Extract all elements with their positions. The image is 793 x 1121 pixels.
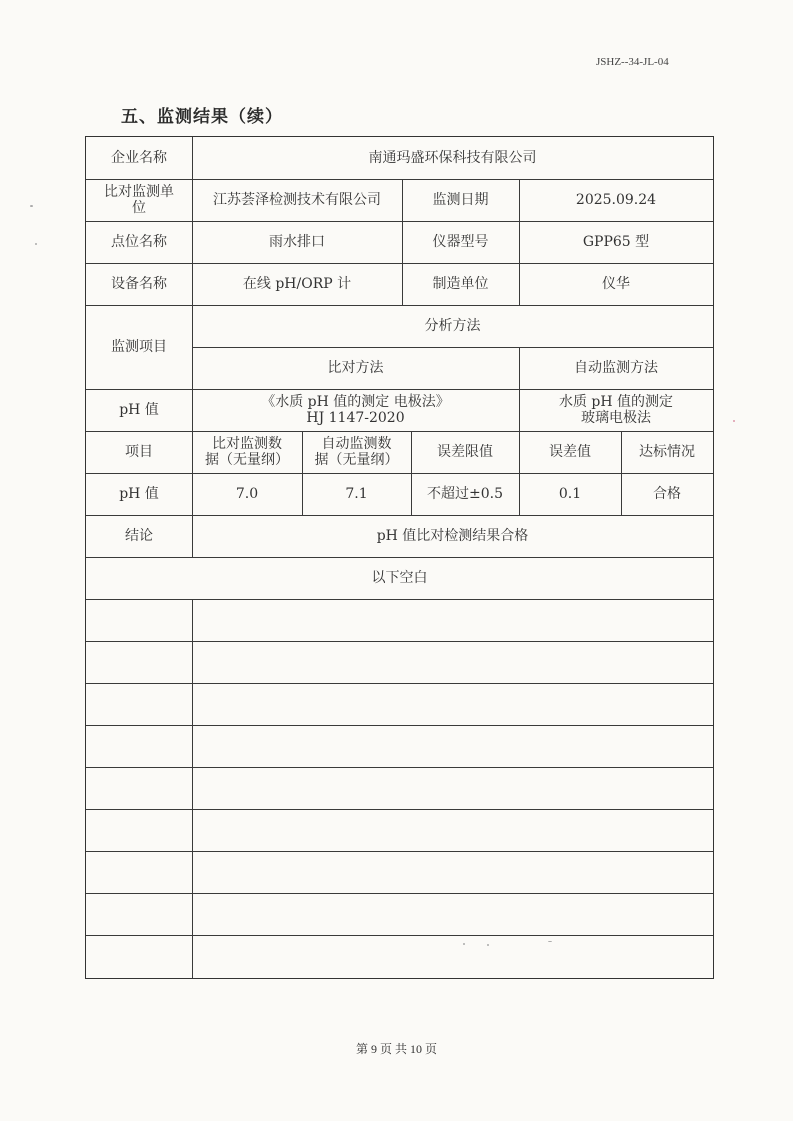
col-compare-data-header bbox=[192, 431, 302, 473]
device-name-label: 设备名称 bbox=[111, 276, 167, 292]
row-status: 合格 bbox=[653, 486, 681, 502]
col-item-header: 项目 bbox=[125, 444, 153, 460]
ph-label: pH 值 bbox=[119, 402, 159, 418]
conclusion-label: 结论 bbox=[125, 528, 153, 544]
row-item: pH 值 bbox=[119, 486, 159, 502]
page-number: 第 9 页 共 10 页 bbox=[355, 1042, 437, 1056]
monitor-date-label: 监测日期 bbox=[432, 192, 489, 208]
monitoring-item-label: 监测项目 bbox=[111, 339, 167, 355]
row-compare-data: 7.0 bbox=[235, 486, 259, 502]
instrument-model-value: GPP65 型 bbox=[582, 234, 650, 250]
compare-method-line1: 《水质 pH 值的测定 电极法》 bbox=[261, 394, 450, 410]
row-error-limit: 不超过±0.5 bbox=[427, 486, 503, 502]
row-error-value: 0.1 bbox=[558, 486, 582, 502]
monitoring-results-table bbox=[85, 136, 714, 979]
blank-note: 以下空白 bbox=[371, 570, 428, 586]
auto-method-value bbox=[519, 389, 713, 431]
col-error-value-header: 误差值 bbox=[549, 444, 591, 460]
company-name-value: 南通玛盛环保科技有限公司 bbox=[368, 150, 537, 166]
document-code: JSHZ--34-JL-04 bbox=[596, 56, 669, 68]
col-auto-data-line1: 自动监测数 bbox=[321, 436, 392, 452]
row-auto-data: 7.1 bbox=[345, 486, 368, 502]
compare-unit-label: 比对监测单位 bbox=[104, 184, 174, 216]
monitor-date-value: 2025.09.24 bbox=[575, 192, 657, 208]
instrument-model-label: 仪器型号 bbox=[432, 234, 489, 250]
point-name-value: 雨水排口 bbox=[269, 234, 325, 250]
compare-method-value bbox=[192, 389, 519, 431]
col-status-header: 达标情况 bbox=[639, 444, 695, 460]
company-name-label: 企业名称 bbox=[111, 150, 167, 166]
col-auto-data-line2: 据（无量纲） bbox=[314, 452, 399, 468]
auto-method-line1: 水质 pH 值的测定 bbox=[558, 394, 674, 410]
col-compare-data-line1: 比对监测数 bbox=[212, 436, 282, 452]
manufacturer-value: 仪华 bbox=[602, 276, 630, 292]
analysis-method-label: 分析方法 bbox=[424, 318, 481, 334]
auto-method-line2: 玻璃电极法 bbox=[581, 410, 651, 426]
col-compare-data-line2: 据（无量纲） bbox=[205, 452, 289, 468]
compare-method-line2: HJ 1147-2020 bbox=[306, 410, 405, 426]
conclusion-value: pH 值比对检测结果合格 bbox=[376, 528, 529, 544]
compare-method-label: 比对方法 bbox=[327, 360, 384, 376]
manufacturer-label: 制造单位 bbox=[432, 276, 489, 292]
device-name-value: 在线 pH/ORP 计 bbox=[242, 276, 352, 292]
compare-unit-value: 江苏荟泽检测技术有限公司 bbox=[213, 192, 381, 208]
col-auto-data-header bbox=[302, 431, 411, 473]
point-name-label: 点位名称 bbox=[111, 234, 167, 250]
col-error-limit-header: 误差限值 bbox=[437, 444, 493, 460]
section-title: 五、监测结果（续） bbox=[121, 107, 283, 127]
auto-method-label: 自动监测方法 bbox=[574, 360, 658, 376]
